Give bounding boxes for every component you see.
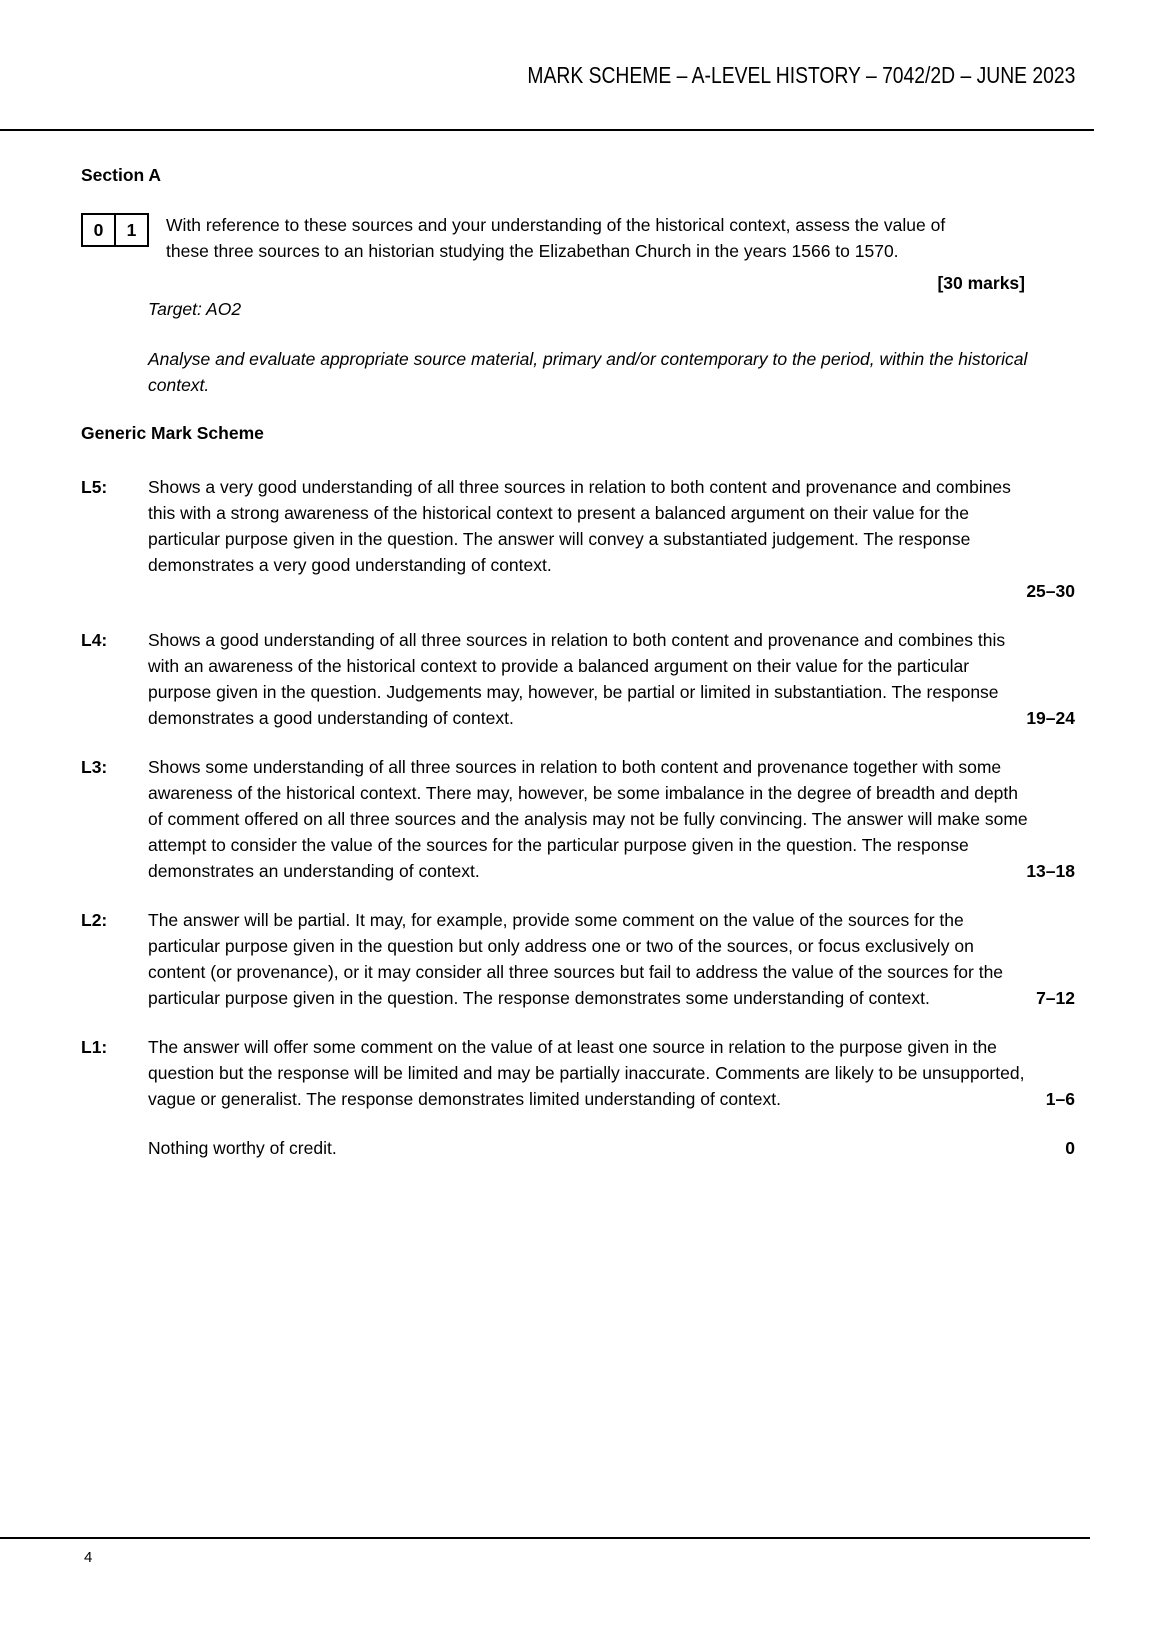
question-marks: [30 marks] xyxy=(937,273,1025,293)
level-body xyxy=(148,1034,1075,1112)
page-header xyxy=(0,62,1075,90)
level-label xyxy=(81,1135,148,1161)
level-descriptor-text: The answer will offer some comment on the value of at least one source in relation to the purpose given in the question but the response will be limited and may be partially inaccurate. Comments are likely to be unsupported, vague or generalist. The response demonstrates limited understanding of context. xyxy=(148,1037,1025,1109)
header-rule xyxy=(0,129,1094,131)
level-mark-range: 13–18 xyxy=(1026,861,1075,881)
level-descriptor-text: Shows some understanding of all three sources in relation to both content and provenance together with some awareness of the historical context. There may, however, be some imbalance in the degree of breadth and depth of comment offered on all three sources and the analysis may not be fully convincing. The answer will make some attempt to consider the value of the sources for the particular purpose given in the question. The response demonstrates an understanding of context. xyxy=(148,757,1028,881)
level-label: L1: xyxy=(81,1037,108,1057)
question-row xyxy=(81,212,1075,264)
level-mark-range: 0 xyxy=(1065,1138,1075,1158)
section-heading: Section A xyxy=(81,165,162,185)
level-body xyxy=(148,754,1075,884)
level-descriptor-text: Nothing worthy of credit. xyxy=(148,1138,337,1158)
level-descriptor-text: The answer will be partial. It may, for example, provide some comment on the value of the sources for the particular purpose given in the question but only address one or two of the sources, or focus exclusively on content (or provenance), or it may consider all three sources but fail to address the value of the sources for the particular purpose given in the question. The response demonstrates some understanding of context. xyxy=(148,910,1004,1008)
level-mark-range: 19–24 xyxy=(1026,708,1075,728)
level-label: L2: xyxy=(81,910,108,930)
level-descriptor-text: Shows a very good understanding of all three sources in relation to both content and provenance and combines this with a strong awareness of the historical context to present a balanced argument on their value for the particular purpose given in the question. The answer will convey a substantiated judgement. The response demonstrates a very good understanding of context. xyxy=(148,477,1011,575)
document-title: MARK SCHEME – A-LEVEL HISTORY – 7042/2D – JUNE 2023 xyxy=(526,62,1075,88)
page-content xyxy=(81,162,1075,1161)
assessment-objective-text: Analyse and evaluate appropriate source material, primary and/or contemporary to the period, within the historical context. xyxy=(148,349,1028,395)
level-mark-range: 1–6 xyxy=(1045,1089,1075,1109)
level-body xyxy=(148,907,1075,1011)
question-number-digit-2: 1 xyxy=(114,215,147,245)
level-mark-range: 25–30 xyxy=(1026,581,1075,601)
level-descriptor-text: Shows a good understanding of all three sources in relation to both content and provenance and combines this with an awareness of the historical context to provide a balanced argument on their value for the particular purpose given in the question. Judgements may, however, be partial or limited in substantiation. The response demonstrates a good understanding of context. xyxy=(148,630,1006,728)
level-label: L4: xyxy=(81,630,108,650)
level-body xyxy=(148,1135,1075,1161)
target-label: Target: AO2 xyxy=(148,299,242,319)
level-body xyxy=(148,474,1075,604)
footer-rule xyxy=(0,1537,1090,1539)
question-number-digit-1: 0 xyxy=(93,220,104,240)
mark-scheme-levels xyxy=(81,474,1075,1161)
level-label: L3: xyxy=(81,757,108,777)
level-label: L5: xyxy=(81,477,108,497)
page-number: 4 xyxy=(84,1549,93,1566)
level-body xyxy=(148,627,1075,731)
level-mark-range: 7–12 xyxy=(1036,988,1075,1008)
question-number-box xyxy=(81,213,149,247)
generic-mark-scheme-heading: Generic Mark Scheme xyxy=(81,423,264,443)
question-text: With reference to these sources and your understanding of the historical context, assess the value of these three sources to an historian studying the Elizabethan Church in the years 1566 to 1570. xyxy=(166,215,946,261)
